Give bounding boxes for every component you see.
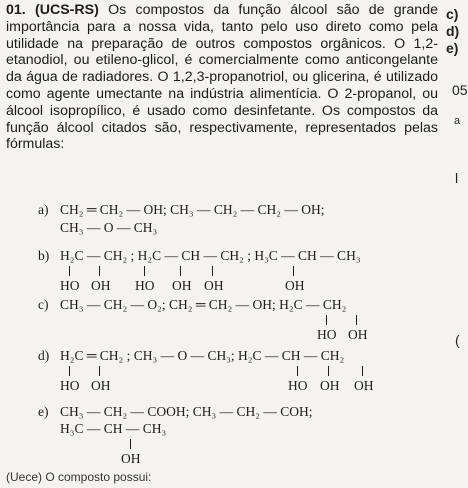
oh-group: OH <box>91 378 111 393</box>
bond <box>69 266 70 276</box>
bond <box>297 366 298 376</box>
oh-group: HO <box>317 327 337 342</box>
option-e-label: e) <box>38 404 49 419</box>
oh-group: OH <box>204 278 224 293</box>
side-fragment-3: l <box>455 170 459 186</box>
side-fragment-1: 05 <box>452 82 468 98</box>
option-a-formula-line1: CH₂ ═ CH₂ — OH; CH₃ — CH₂ — CH₂ — OH; <box>60 202 325 217</box>
bond <box>130 439 131 449</box>
bond <box>180 266 181 276</box>
option-d-label: d) <box>38 348 50 363</box>
oh-group: OH <box>348 327 368 342</box>
question-statement <box>6 2 438 153</box>
bond <box>99 366 100 376</box>
option-c-formula: CH₃ — CH₂ — O₂; CH₂ ═ CH₂ — OH; H₂C — CH₂ <box>60 297 347 312</box>
question-source: (UCS-RS) <box>35 2 99 18</box>
oh-group: OH <box>354 378 374 393</box>
bond <box>144 266 145 276</box>
oh-group: HO <box>60 378 80 393</box>
option-e-formula-line2: H₃C — CH — CH₃ <box>60 421 167 436</box>
oh-group: HO <box>135 278 155 293</box>
option-b-label: b) <box>38 248 50 263</box>
next-question-start: (Uece) O composto possui: <box>6 470 152 484</box>
bond <box>362 366 363 376</box>
side-letter-e: e) <box>446 40 459 56</box>
bond <box>212 266 213 276</box>
option-b-formula: H₂C — CH₂ ; H₂C — CH — CH₂ ; H₃C — CH — CH₃ <box>60 248 361 263</box>
bond <box>99 266 100 276</box>
oh-group: OH <box>121 451 141 466</box>
option-c-label: c) <box>38 297 49 312</box>
oh-group: OH <box>91 278 111 293</box>
side-letter-d: d) <box>446 23 460 39</box>
side-letter-c: c) <box>446 6 459 22</box>
bond <box>69 366 70 376</box>
bond <box>293 266 294 276</box>
oh-group: HO <box>288 378 308 393</box>
oh-group: OH <box>320 378 340 393</box>
oh-group: HO <box>60 278 80 293</box>
oh-group: OH <box>285 278 305 293</box>
question-text: Os compostos da função álcool são de grande importância para a nossa vida, tanto pelo uso direto como pela utilidade na preparação de outros compostos orgânicos. O 1,2-etanodiol, ou etileno-glicol, é comercialmente como anticongelante da água de radiadores. O 1,2,3-propanotriol, ou glicerina, é utilizado como agente umectante na indústria alimentícia. O 2-propanol, ou álcool isopropílico, é usado como desinfetante. Os compostos da função álcool citados são, respectivamente, representados pelas fórmulas: <box>6 2 438 153</box>
side-fragment-4: ( <box>455 332 460 348</box>
option-e-formula-line1: CH₃ — CH₂ — COOH; CH₃ — CH₂ — COH; <box>60 404 313 419</box>
option-d-formula: H₂C ═ CH₂ ; CH₃ — O — CH₃; H₂C — CH — CH₂ <box>60 348 345 363</box>
side-fragment-2: a <box>454 115 461 127</box>
bond <box>328 366 329 376</box>
option-a-label: a) <box>38 202 49 217</box>
option-a-formula-line2: CH₃ — O — CH₃ <box>60 220 158 235</box>
bond <box>326 315 327 325</box>
oh-group: OH <box>172 278 192 293</box>
question-number: 01. <box>6 2 26 18</box>
bond <box>356 315 357 325</box>
